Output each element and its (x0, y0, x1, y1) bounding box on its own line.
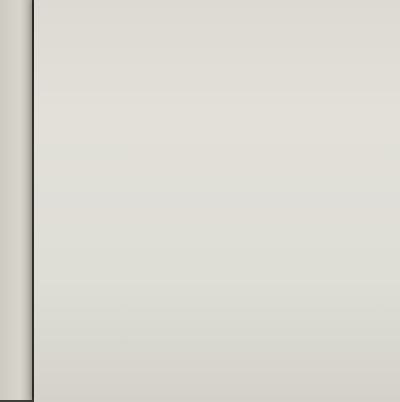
contents-page (34, 0, 400, 402)
adjacent-page-edge (0, 0, 32, 400)
